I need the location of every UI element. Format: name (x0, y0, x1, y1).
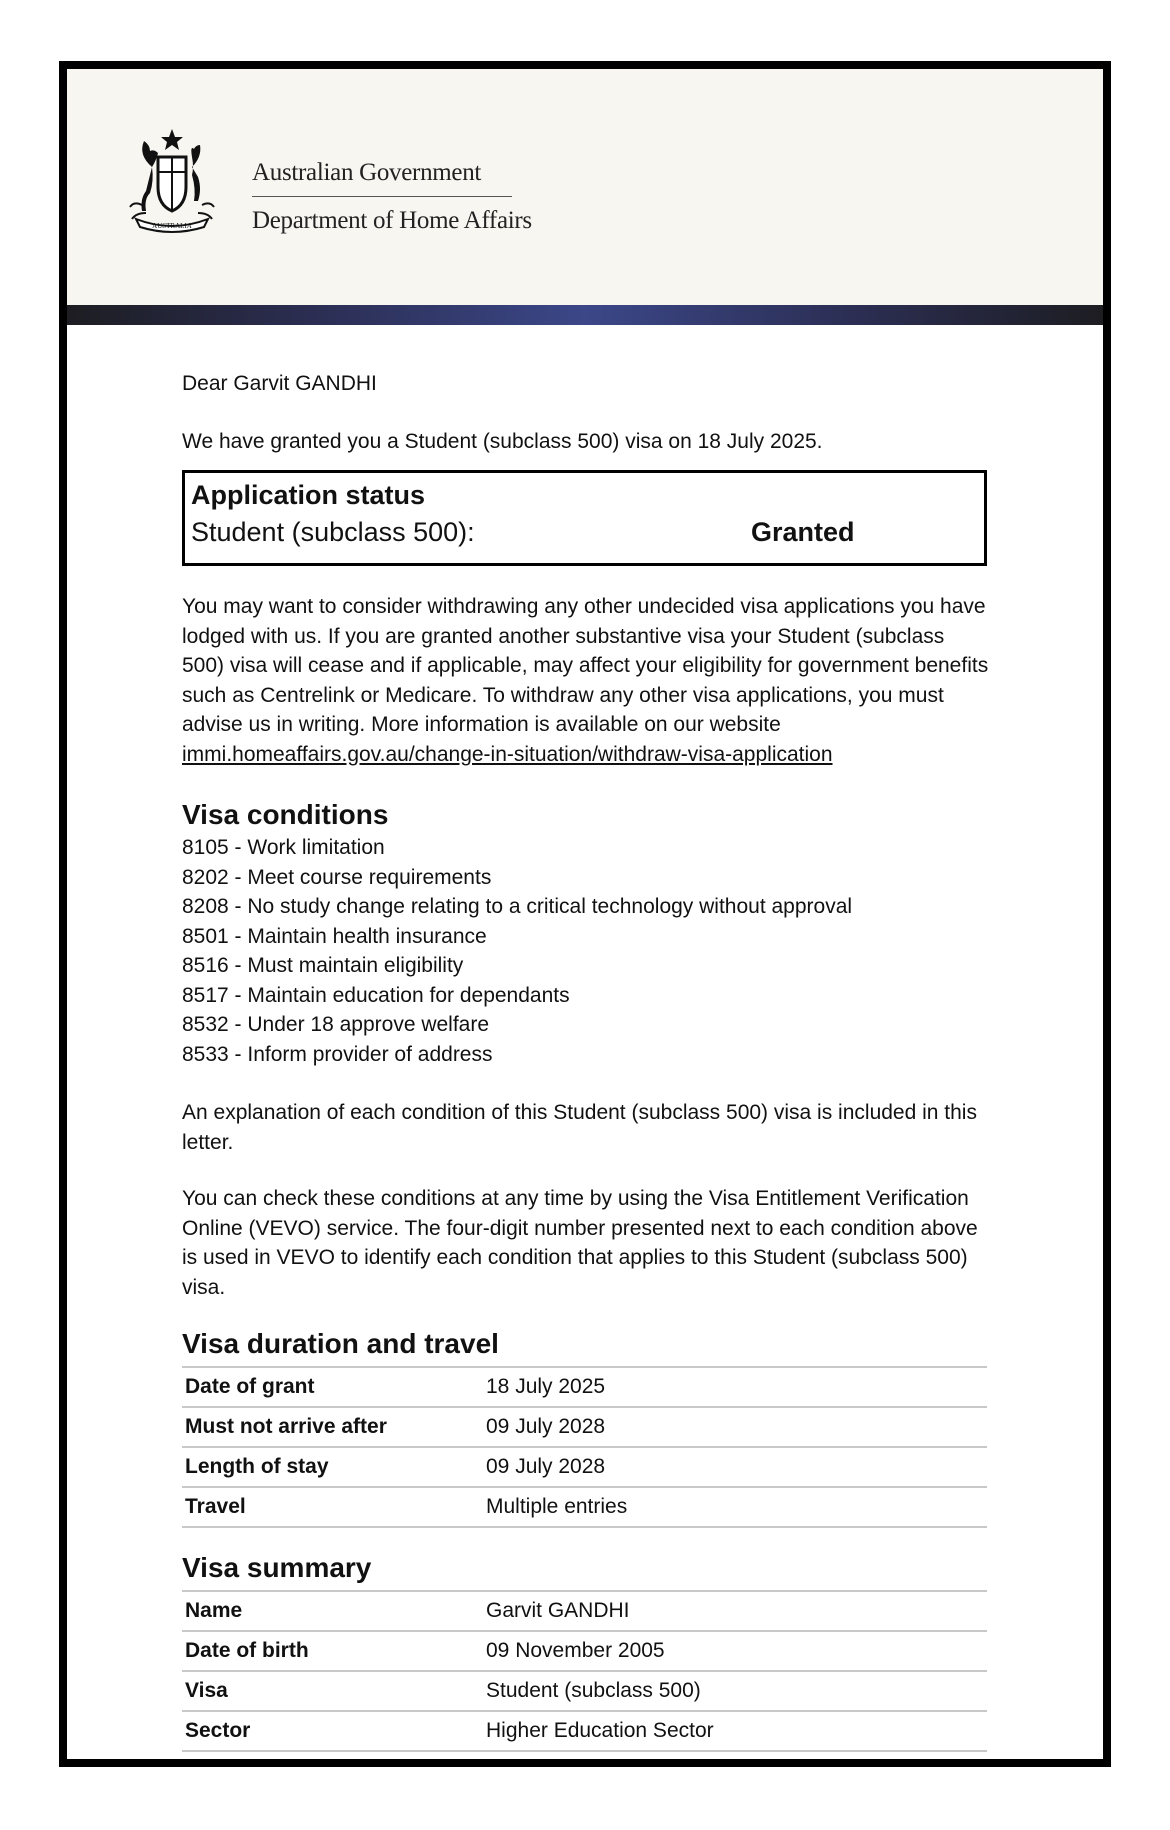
table-row (182, 1367, 987, 1407)
greeting: Dear Garvit GANDHI (182, 372, 377, 395)
row-label: Date of birth (182, 1631, 483, 1671)
table-row (182, 1487, 987, 1527)
summary-heading: Visa summary (182, 1552, 372, 1583)
row-label: Travel (182, 1487, 483, 1527)
status-row (191, 512, 978, 552)
letter-frame (59, 61, 1111, 1767)
condition-item: 8202 - Meet course requirements (182, 865, 492, 889)
government-name: Australian Government (252, 159, 482, 186)
explanation-paragraph: An explanation of each condition of this Student (subclass 500) visa is included in this letter. (182, 1101, 977, 1154)
letterhead (67, 69, 1103, 305)
row-value: Higher Education Sector (483, 1711, 987, 1751)
grant-sentence: We have granted you a Student (subclass 500) visa on 18 July 2025. (182, 429, 823, 453)
header-color-bar (67, 305, 1103, 325)
row-label: Name (182, 1591, 483, 1631)
condition-item: 8533 - Inform provider of address (182, 1042, 493, 1066)
withdraw-text: You may want to consider withdrawing any other undecided visa applications you have lodged with us. If you are granted another substantive visa your Student (subclass 500) visa will cease and if applicable, may affect your eligibility for government benefits such as Centrelink or Medicare. To withdraw any other visa applications, you must advise us in writing. More information is available on our website (182, 595, 989, 736)
row-label: Must not arrive after (182, 1407, 483, 1447)
table-row (182, 1711, 987, 1751)
status-badge: Granted (751, 517, 855, 547)
duration-heading: Visa duration and travel (182, 1328, 499, 1359)
row-label: Length of stay (182, 1447, 483, 1487)
conditions-heading: Visa conditions (182, 799, 389, 830)
table-row (182, 1407, 987, 1447)
status-title: Application status (191, 480, 426, 510)
table-row (182, 1671, 987, 1711)
department-name: Department of Home Affairs (252, 207, 532, 234)
table-row (182, 1447, 987, 1487)
agency-name (252, 159, 532, 235)
condition-item: 8517 - Maintain education for dependants (182, 983, 570, 1007)
conditions-list (182, 833, 992, 1069)
coat-of-arms-icon (122, 127, 222, 247)
status-label: Student (subclass 500): (191, 517, 475, 547)
svg-text:AUSTRALIA: AUSTRALIA (152, 222, 192, 230)
row-value: Multiple entries (483, 1487, 987, 1527)
condition-item: 8105 - Work limitation (182, 836, 385, 859)
letter-body (182, 369, 992, 1752)
row-label: Sector (182, 1711, 483, 1751)
row-value: Garvit GANDHI (483, 1591, 987, 1631)
letterhead-divider (252, 196, 512, 197)
row-label: Visa (182, 1671, 483, 1711)
row-label: Date of grant (182, 1367, 483, 1407)
condition-item: 8532 - Under 18 approve welfare (182, 1013, 490, 1036)
vevo-paragraph: You can check these conditions at any time by using the Visa Entitlement Verification Online (VEVO) service. The four-digit number presented next to each condition above is used in VEVO to identify each condition that applies to this Student (subclass 500) visa. (182, 1187, 978, 1299)
row-value: 09 November 2005 (483, 1631, 987, 1671)
row-value: 09 July 2028 (483, 1447, 987, 1487)
condition-item: 8501 - Maintain health insurance (182, 924, 487, 948)
withdraw-paragraph (182, 592, 992, 769)
withdraw-link[interactable]: immi.homeaffairs.gov.au/change-in-situation/withdraw-visa-application (182, 742, 833, 766)
row-value: 18 July 2025 (483, 1367, 987, 1407)
application-status-box (182, 470, 987, 566)
condition-item: 8208 - No study change relating to a critical technology without approval (182, 895, 853, 918)
condition-item: 8516 - Must maintain eligibility (182, 954, 464, 977)
table-row (182, 1631, 987, 1671)
row-value: 09 July 2028 (483, 1407, 987, 1447)
summary-table (182, 1590, 987, 1752)
duration-table (182, 1366, 987, 1528)
row-value: Student (subclass 500) (483, 1671, 987, 1711)
table-row (182, 1591, 987, 1631)
